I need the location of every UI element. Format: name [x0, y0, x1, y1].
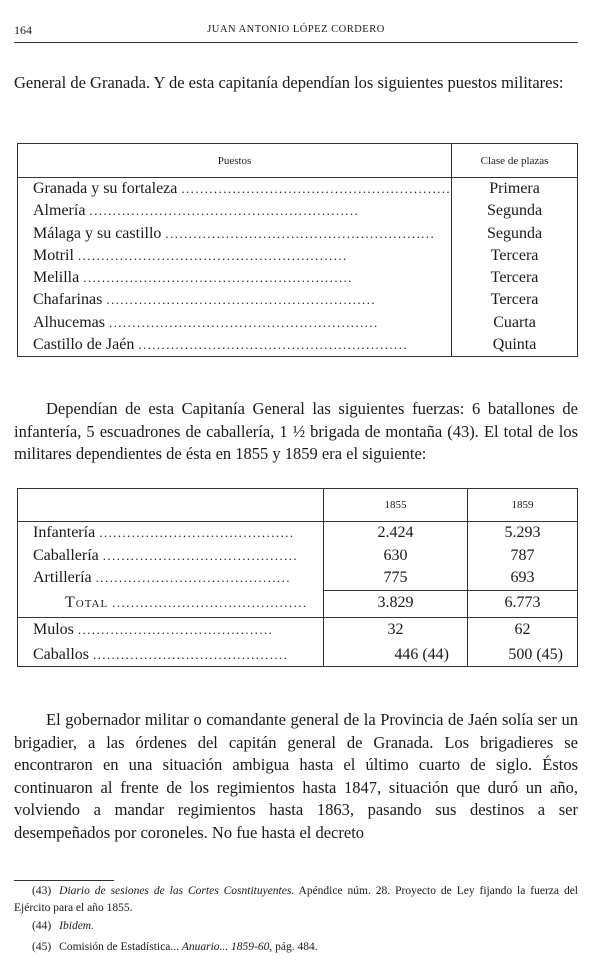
- footnote-number: (43): [32, 885, 52, 897]
- post-name: Alhucemas: [33, 313, 105, 331]
- value-1859: 5.293: [468, 522, 578, 545]
- total-label: Total: [65, 594, 109, 611]
- post-class: Segunda: [452, 200, 578, 222]
- post-name: Motril: [33, 246, 74, 264]
- page-number: 164: [14, 23, 32, 37]
- post-class: Tercera: [452, 267, 578, 289]
- post-name: Granada y su fortaleza: [33, 180, 178, 197]
- post-name-cell: Motril ..........................................................: [18, 245, 452, 267]
- value-1855: 446 (44): [324, 644, 468, 667]
- intro-paragraph: General de Granada. Y de esta capitanía dependían los siguientes puestos militares:: [14, 73, 564, 92]
- animal-label-cell: Caballos ..........................................: [18, 644, 324, 667]
- forces-paragraph: Dependían de esta Capitanía General las siguientes fuerzas: 6 batallones de infantería, 5 escuadrones de caballería, 1 ½ brigada de montaña (43). El total de los militares dependientes de ésta en 1855 y 1859 era el siguiente:: [14, 399, 578, 463]
- total-1859: 6.773: [468, 590, 578, 617]
- post-name-cell: Castillo de Jaén ..........................................................: [18, 334, 452, 357]
- footnote-43: [14, 883, 578, 917]
- column-header-clase: Clase de plazas: [452, 144, 578, 178]
- footnote-number: (45): [32, 941, 52, 953]
- footnote-source-title: Anuario... 1859-60,: [181, 941, 273, 953]
- page-header: [14, 20, 578, 43]
- column-header-1855: 1855: [324, 489, 468, 522]
- value-1859: 500 (45): [468, 644, 578, 667]
- animal-label: Caballos: [33, 645, 89, 663]
- running-title: JUAN ANTONIO LÓPEZ CORDERO: [207, 24, 385, 35]
- value-1855: 775: [324, 567, 468, 590]
- post-name-cell: Almería ..........................................................: [18, 200, 452, 222]
- footnote-text: pág. 484.: [272, 941, 318, 953]
- post-class: Tercera: [452, 289, 578, 311]
- footnote-source-title: Ibidem.: [59, 920, 94, 932]
- post-name-cell: Málaga y su castillo ..........................................................: [18, 223, 452, 245]
- value-1855: 32: [324, 617, 468, 644]
- governor-paragraph: El gobernador militar o comandante general de la Provincia de Jaén solía ser un brigadier, a las órdenes del capitán general de Granada. Los brigadieres se encontraron en una situación ambigua hasta el último cuarto de siglo. Éstos continuaron al frente de los regimientos hasta 1847, situación que duró un año, volviendo a mandar regimientos hasta 1863, pasando sus destinos a ser desempeñados por coroneles. No fue hasta el decreto: [14, 710, 578, 842]
- post-name-cell: Chafarinas ..........................................................: [18, 289, 452, 311]
- value-1855: 630: [324, 545, 468, 568]
- post-class: Primera: [452, 178, 578, 201]
- value-1855: 2.424: [324, 522, 468, 545]
- footnote-rule: [14, 880, 114, 881]
- footnote-45: [14, 939, 591, 956]
- post-name-cell: Granada y su fortaleza ..........................................................: [18, 178, 452, 201]
- post-name: Castillo de Jaén: [33, 336, 135, 354]
- unit-label: Infantería: [33, 524, 96, 541]
- unit-label-cell: Infantería ..........................................: [18, 522, 324, 545]
- total-label-cell: Total ..........................................: [18, 590, 324, 617]
- total-1855: 3.829: [324, 590, 468, 617]
- value-1859: 787: [468, 545, 578, 568]
- footnote-text: Comisión de Estadística...: [59, 941, 182, 953]
- post-name-cell: Melilla ..........................................................: [18, 267, 452, 289]
- unit-label: Caballería: [33, 546, 99, 564]
- footnote-44: [14, 918, 591, 935]
- empty-header-cell: [18, 489, 324, 522]
- post-name: Málaga y su castillo: [33, 224, 162, 242]
- unit-label-cell: Caballería ..........................................: [18, 545, 324, 568]
- post-name: Almería: [33, 202, 86, 220]
- animal-label: Mulos: [33, 621, 74, 639]
- column-header-puestos: Puestos: [18, 144, 452, 178]
- post-class: Cuarta: [452, 312, 578, 334]
- troop-totals-table: [17, 488, 578, 667]
- footnote-number: (44): [32, 920, 52, 932]
- post-name: Melilla: [33, 269, 80, 287]
- post-class: Quinta: [452, 334, 578, 357]
- military-posts-table: [17, 143, 578, 357]
- unit-label-cell: Artillería ..........................................: [18, 567, 324, 590]
- column-header-1859: 1859: [468, 489, 578, 522]
- post-class: Tercera: [452, 245, 578, 267]
- post-class: Segunda: [452, 223, 578, 245]
- post-name: Chafarinas: [33, 291, 103, 309]
- footnote-source-title: Diario de sesiones de las Cortes Cosntituyentes.: [59, 885, 295, 897]
- animal-label-cell: Mulos ..........................................: [18, 617, 324, 644]
- post-name-cell: Alhucemas ..........................................................: [18, 312, 452, 334]
- footnote-text: Apéndice núm. 28. Proyecto de Ley fijando la fuerza del Ejército para el año 1855.: [14, 885, 578, 914]
- value-1859: 693: [468, 567, 578, 590]
- value-1859: 62: [468, 617, 578, 644]
- unit-label: Artillería: [33, 569, 92, 587]
